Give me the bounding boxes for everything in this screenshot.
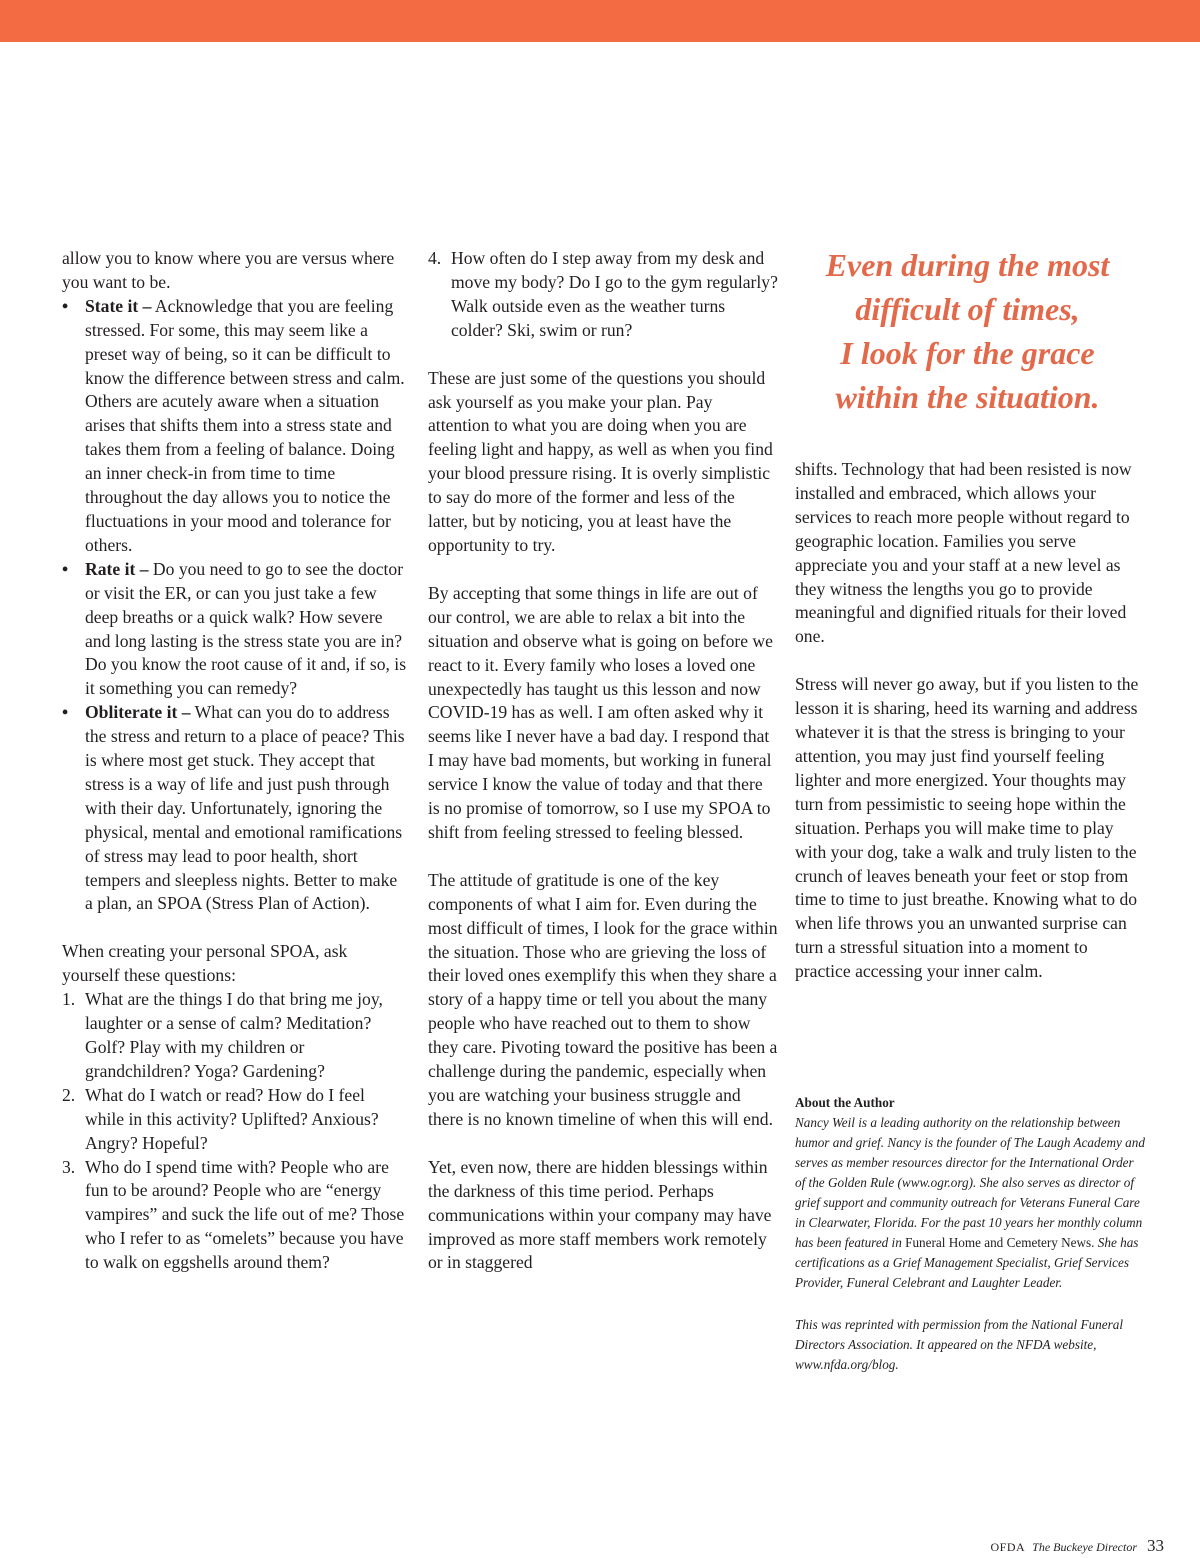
bullet-obliterate-it bbox=[62, 701, 407, 916]
bullet-lead: State it – bbox=[85, 295, 152, 316]
top-color-bar bbox=[0, 0, 1200, 42]
page-footer bbox=[990, 1537, 1164, 1556]
question-text: Who do I spend time with? People who are fun to be around? People who are “energy vampires” and suck the life out of me? Those who I refer to as “omelets” because you have to walk on eggshells around them? bbox=[85, 1156, 405, 1273]
body-paragraph: shifts. Technology that had been resisted is now installed and embraced, which allows your services to reach more people without regard to geographic location. Families you serve appreciate you and your staff at a new level as they witness the lengths you go to provide meaningful and dignified rituals for their loved one. bbox=[795, 459, 1132, 647]
question-item bbox=[62, 988, 407, 1084]
pull-quote-line: difficult of times, bbox=[855, 291, 1080, 327]
reprint-notice: This was reprinted with permission from the National Funeral Directors Association. It appeared on the NFDA website, www.nfda.org/blog. bbox=[795, 1317, 1123, 1372]
pull-quote-line: within the situation. bbox=[835, 379, 1100, 415]
bullet-icon: • bbox=[62, 558, 69, 579]
spoa-questions-list bbox=[62, 988, 407, 1275]
question-text: What are the things I do that bring me joy, laughter or a sense of calm? Meditation? Golf? Play with my children or grandchildren? Yoga? Gardening? bbox=[85, 989, 383, 1081]
spoa-intro: When creating your personal SPOA, ask yourself these questions: bbox=[62, 941, 348, 986]
bullet-icon: • bbox=[62, 702, 69, 723]
bullet-lead: Obliterate it – bbox=[85, 702, 191, 723]
pull-quote bbox=[795, 243, 1140, 419]
article-column-2 bbox=[428, 247, 778, 1275]
bullet-state-it bbox=[62, 295, 407, 558]
page-number: 33 bbox=[1147, 1536, 1164, 1555]
pull-quote-line: I look for the grace bbox=[840, 335, 1095, 371]
footer-publication: The Buckeye Director bbox=[1032, 1540, 1137, 1554]
bio-text: Nancy Weil is a leading authority on the relationship between humor and grief. Nancy is the founder of The Laugh Academy and serves as member resources director for the International Order of the Golden Rule (www.ogr.org). She also serves as director of grief support and community outreach for Veterans Funeral Care in Clearwater, Florida. For the past 10 years her monthly column has been featured in bbox=[795, 1115, 1145, 1250]
stress-steps-list bbox=[62, 295, 407, 917]
question-number: 2. bbox=[62, 1084, 76, 1105]
about-author bbox=[795, 1093, 1145, 1375]
question-item bbox=[62, 1156, 407, 1276]
body-paragraph: Yet, even now, there are hidden blessings within the darkness of this time period. Perhaps communications within your company may have improved as more staff members work remotely or in staggered bbox=[428, 1156, 772, 1273]
bullet-text: Acknowledge that you are feeling stressed. For some, this may seem like a preset way of being, so it can be difficult to know the difference between stress and calm. Others are acutely aware when a situation arises that shifts them into a stress state and takes them from a feeling of balance. Doing an inner check-in from time to time throughout the day allows you to notice the fluctuations in your mood and tolerance for others. bbox=[85, 295, 405, 555]
question-text: How often do I step away from my desk and move my body? Do I go to the gym regularly? Walk outside even as the weather turns colder? Ski, swim or run? bbox=[451, 248, 778, 340]
article-column-3 bbox=[795, 458, 1145, 984]
author-bio bbox=[795, 1113, 1145, 1293]
about-title: About the Author bbox=[795, 1095, 895, 1110]
body-paragraph: The attitude of gratitude is one of the key components of what I aim for. Even during the most difficult of times, I look for the grace within the situation. Those who are grieving the loss of their loved ones exemplify this when they share a story of a happy time or tell you about the many people who have reached out to them to show they care. Pivoting toward the positive has been a challenge during the pandemic, especially when you are watching your business struggle and there is no known timeline of when this will end. bbox=[428, 869, 778, 1129]
question-number: 1. bbox=[62, 989, 76, 1010]
bio-text: She has certifications as a Grief Management Specialist, Grief Services Provider, Funeral Celebrant and Laughter Leader. bbox=[795, 1235, 1139, 1290]
body-paragraph: Stress will never go away, but if you listen to the lesson it is sharing, heed its warning and address whatever it is that the stress is bringing to your attention, you may just find yourself feeling lighter and more energized. Your thoughts may turn from pessimistic to seeing hope within the situation. Perhaps you will make time to play with your dog, take a walk and truly listen to the crunch of leaves beneath your feet or stop from time to time to just breathe. Knowing what to do when life throws you an unwanted surprise can turn a stressful situation into a moment to practice accessing your inner calm. bbox=[795, 674, 1139, 982]
spoa-questions-list-continued bbox=[428, 247, 778, 343]
bullet-icon: • bbox=[62, 295, 69, 316]
question-number: 4. bbox=[428, 248, 442, 268]
body-paragraph: By accepting that some things in life are out of our control, we are able to relax a bit into the situation and observe what is going on before we react to it. Every family who loses a loved one unexpectedly has taught us this lesson and now COVID-19 has as well. I am often asked why it seems like I never have a bad day. I respond that I may have bad moments, but working in funeral service I know the value of today and that there is no promise of tomorrow, so I use my SPOA to shift from feeling stressed to feeling blessed. bbox=[428, 582, 773, 842]
bullet-text: Do you need to go to see the doctor or visit the ER, or can you just take a few deep breaths or a quick walk? How severe and long lasting is the stress state you are in? Do you know the root cause of it and, if so, is it something you can remedy? bbox=[85, 558, 407, 699]
question-text: What do I watch or read? How do I feel while in this activity? Uplifted? Anxious? Angry? Hopeful? bbox=[85, 1084, 379, 1153]
bullet-text: What can you do to address the stress and return to a place of peace? This is where most get stuck. They accept that stress is a way of life and just push through with their day. Unfortunately, ignoring the physical, mental and emotional ramifications of stress may lead to poor health, short tempers and sleepless nights. Better to make a plan, an SPOA (Stress Plan of Action). bbox=[85, 702, 405, 914]
question-item bbox=[428, 247, 778, 343]
body-paragraph: These are just some of the questions you should ask yourself as you make your plan. Pay attention to what you are doing when you are feeling light and happy, as well as when you find your blood pressure rising. It is overly simplistic to say do more of the former and less of the latter, but by noticing, you at least have the opportunity to try. bbox=[428, 367, 773, 555]
question-item bbox=[62, 1084, 407, 1156]
footer-org: OFDA bbox=[990, 1540, 1026, 1554]
bullet-lead: Rate it – bbox=[85, 558, 149, 579]
col1-intro: allow you to know where you are versus where you want to be. bbox=[62, 248, 395, 292]
article-column-1 bbox=[62, 247, 407, 1275]
question-number: 3. bbox=[62, 1156, 76, 1177]
bullet-rate-it bbox=[62, 558, 407, 701]
bio-publication: Funeral Home and Cemetery News. bbox=[905, 1235, 1095, 1250]
pull-quote-line: Even during the most bbox=[825, 247, 1110, 283]
